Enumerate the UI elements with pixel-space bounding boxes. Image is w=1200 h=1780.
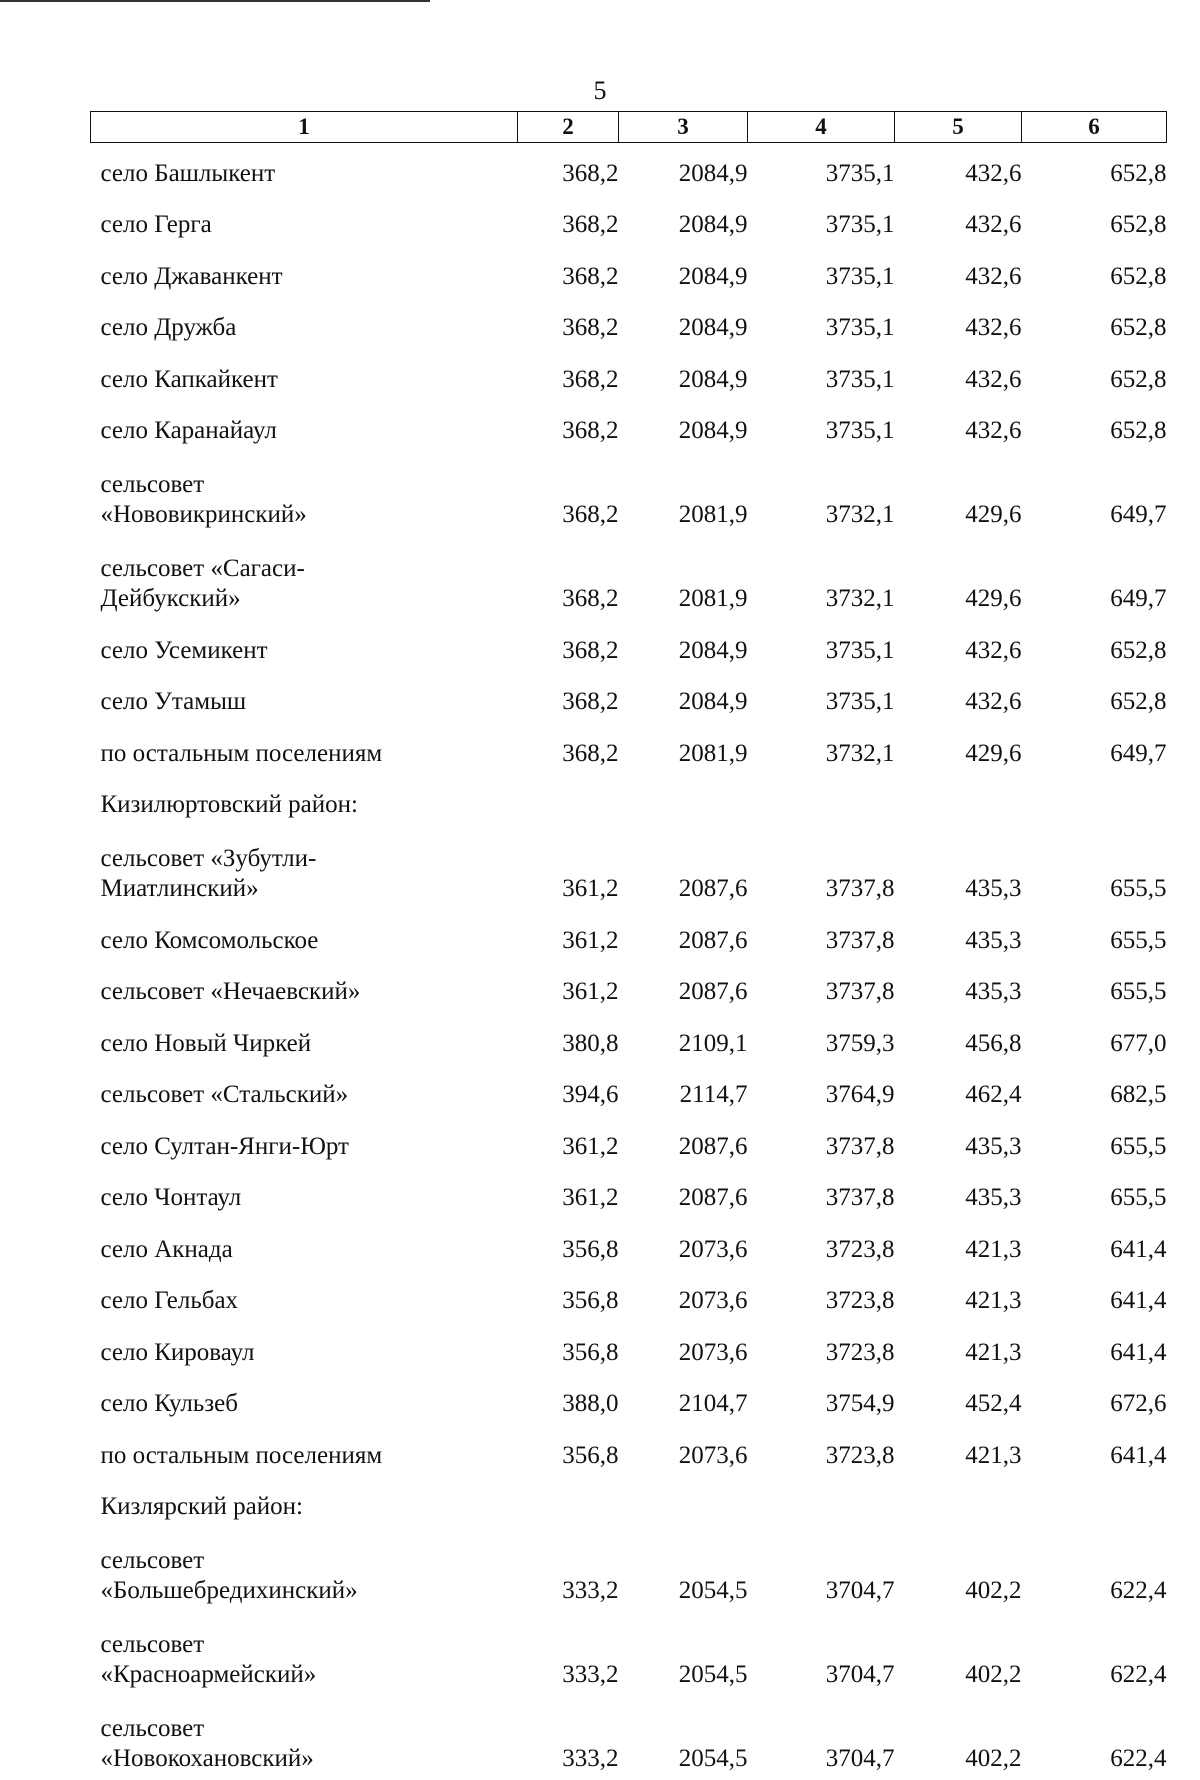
value-cell-col-5: 432,6 [895, 349, 1022, 401]
table-row [91, 1065, 1167, 1117]
value-cell-col-6: 652,8 [1022, 672, 1167, 724]
table-row [91, 1271, 1167, 1323]
value-cell-col-4: 3737,8 [748, 962, 895, 1014]
value-cell-col-3: 2054,5 [619, 1612, 748, 1696]
value-cell-col-2: 368,2 [518, 143, 619, 195]
page-number: 5 [0, 76, 1200, 106]
value-cell-col-2: 388,0 [518, 1374, 619, 1426]
value-cell-col-2: 356,8 [518, 1271, 619, 1323]
value-cell-col-3 [619, 1477, 748, 1529]
table-row [91, 1477, 1167, 1529]
settlement-name: село Комсомольское [91, 910, 518, 962]
value-cell-col-2: 368,2 [518, 536, 619, 620]
value-cell-col-2: 356,8 [518, 1425, 619, 1477]
value-cell-col-2: 368,2 [518, 298, 619, 350]
value-cell-col-6: 641,4 [1022, 1219, 1167, 1271]
table-row [91, 1168, 1167, 1220]
settlement-name-line: Дейбукский» [101, 584, 518, 614]
value-cell-col-4: 3759,3 [748, 1013, 895, 1065]
settlement-name: село Усемикент [91, 620, 518, 672]
value-cell-col-4: 3732,1 [748, 452, 895, 536]
value-cell-col-6: 655,5 [1022, 910, 1167, 962]
value-cell-col-6: 649,7 [1022, 452, 1167, 536]
settlement-name: село Кироваул [91, 1322, 518, 1374]
table-row [91, 536, 1167, 620]
value-cell-col-6: 641,4 [1022, 1322, 1167, 1374]
settlement-name [91, 452, 518, 536]
settlement-name-line: сельсовет «Сагаси- [101, 554, 518, 584]
settlement-name: село Султан-Янги-Юрт [91, 1116, 518, 1168]
settlement-name-line: «Нововикринский» [101, 500, 518, 530]
settlement-name [91, 1696, 518, 1780]
value-cell-col-5: 402,2 [895, 1528, 1022, 1612]
value-cell-col-2: 333,2 [518, 1696, 619, 1780]
column-header: 5 [895, 112, 1022, 143]
value-cell-col-6: 641,4 [1022, 1271, 1167, 1323]
value-cell-col-5: 452,4 [895, 1374, 1022, 1426]
settlement-name [91, 1612, 518, 1696]
settlement-name: Кизлярский район: [91, 1477, 518, 1529]
value-cell-col-2 [518, 1477, 619, 1529]
value-cell-col-3 [619, 775, 748, 827]
value-cell-col-6 [1022, 1477, 1167, 1529]
column-header: 2 [518, 112, 619, 143]
table-row [91, 1425, 1167, 1477]
value-cell-col-5: 421,3 [895, 1322, 1022, 1374]
settlement-name [91, 1528, 518, 1612]
value-cell-col-4: 3737,8 [748, 910, 895, 962]
value-cell-col-6: 682,5 [1022, 1065, 1167, 1117]
value-cell-col-3: 2054,5 [619, 1528, 748, 1612]
table-row [91, 962, 1167, 1014]
value-cell-col-2: 394,6 [518, 1065, 619, 1117]
value-cell-col-4: 3723,8 [748, 1322, 895, 1374]
value-cell-col-6: 652,8 [1022, 246, 1167, 298]
value-cell-col-5: 435,3 [895, 910, 1022, 962]
value-cell-col-4: 3737,8 [748, 1168, 895, 1220]
table-row [91, 452, 1167, 536]
value-cell-col-3: 2109,1 [619, 1013, 748, 1065]
value-cell-col-2: 361,2 [518, 910, 619, 962]
value-cell-col-4: 3704,7 [748, 1528, 895, 1612]
settlement-name-line: сельсовет [101, 1546, 518, 1576]
table-row [91, 672, 1167, 724]
value-cell-col-2: 380,8 [518, 1013, 619, 1065]
settlement-name: село Кульзеб [91, 1374, 518, 1426]
table-row [91, 1696, 1167, 1780]
value-cell-col-2: 368,2 [518, 401, 619, 453]
value-cell-col-2: 368,2 [518, 452, 619, 536]
value-cell-col-2: 356,8 [518, 1219, 619, 1271]
settlement-name: сельсовет «Стальский» [91, 1065, 518, 1117]
table-row [91, 1374, 1167, 1426]
settlement-name: по остальным поселениям [91, 1425, 518, 1477]
value-cell-col-5: 429,6 [895, 452, 1022, 536]
value-cell-col-5 [895, 775, 1022, 827]
settlement-name-line: сельсовет «Зубутли- [101, 844, 518, 874]
value-cell-col-2: 361,2 [518, 962, 619, 1014]
value-cell-col-4: 3735,1 [748, 620, 895, 672]
value-cell-col-4: 3732,1 [748, 723, 895, 775]
table-row [91, 401, 1167, 453]
table-row [91, 910, 1167, 962]
settlement-name-line: сельсовет [101, 470, 518, 500]
value-cell-col-6: 622,4 [1022, 1696, 1167, 1780]
value-cell-col-4: 3723,8 [748, 1425, 895, 1477]
settlement-name-line: сельсовет [101, 1714, 518, 1744]
value-cell-col-6: 641,4 [1022, 1425, 1167, 1477]
value-cell-col-6: 677,0 [1022, 1013, 1167, 1065]
value-cell-col-4: 3735,1 [748, 143, 895, 195]
value-cell-col-6: 655,5 [1022, 962, 1167, 1014]
value-cell-col-4: 3737,8 [748, 826, 895, 910]
tariff-table [90, 111, 1167, 1780]
value-cell-col-4: 3723,8 [748, 1219, 895, 1271]
value-cell-col-5: 435,3 [895, 1168, 1022, 1220]
settlement-name: село Дружба [91, 298, 518, 350]
value-cell-col-5: 432,6 [895, 401, 1022, 453]
value-cell-col-2: 368,2 [518, 349, 619, 401]
value-cell-col-2 [518, 775, 619, 827]
settlement-name [91, 826, 518, 910]
value-cell-col-4: 3735,1 [748, 401, 895, 453]
value-cell-col-2: 333,2 [518, 1528, 619, 1612]
value-cell-col-2: 356,8 [518, 1322, 619, 1374]
value-cell-col-3: 2073,6 [619, 1425, 748, 1477]
table-row [91, 1528, 1167, 1612]
value-cell-col-5: 402,2 [895, 1696, 1022, 1780]
value-cell-col-3: 2087,6 [619, 962, 748, 1014]
column-number-header [91, 112, 1167, 143]
value-cell-col-5: 456,8 [895, 1013, 1022, 1065]
value-cell-col-5: 421,3 [895, 1271, 1022, 1323]
value-cell-col-5 [895, 1477, 1022, 1529]
column-header: 3 [619, 112, 748, 143]
value-cell-col-3: 2084,9 [619, 143, 748, 195]
settlement-name: село Чонтаул [91, 1168, 518, 1220]
settlement-name-line: Миатлинский» [101, 874, 518, 904]
value-cell-col-5: 429,6 [895, 536, 1022, 620]
value-cell-col-3: 2054,5 [619, 1696, 748, 1780]
value-cell-col-2: 361,2 [518, 1116, 619, 1168]
value-cell-col-2: 368,2 [518, 195, 619, 247]
table-body [91, 143, 1167, 1780]
value-cell-col-5: 432,6 [895, 672, 1022, 724]
value-cell-col-5: 432,6 [895, 195, 1022, 247]
value-cell-col-6: 649,7 [1022, 536, 1167, 620]
value-cell-col-3: 2087,6 [619, 910, 748, 962]
value-cell-col-5: 462,4 [895, 1065, 1022, 1117]
value-cell-col-2: 368,2 [518, 723, 619, 775]
table-row [91, 1219, 1167, 1271]
table-row [91, 143, 1167, 195]
value-cell-col-5: 429,6 [895, 723, 1022, 775]
value-cell-col-4: 3704,7 [748, 1612, 895, 1696]
table-row [91, 1013, 1167, 1065]
value-cell-col-4: 3754,9 [748, 1374, 895, 1426]
value-cell-col-6: 652,8 [1022, 620, 1167, 672]
column-header: 6 [1022, 112, 1167, 143]
value-cell-col-6: 655,5 [1022, 1116, 1167, 1168]
settlement-name: по остальным поселениям [91, 723, 518, 775]
table-row [91, 826, 1167, 910]
value-cell-col-6: 652,8 [1022, 143, 1167, 195]
settlement-name: село Капкайкент [91, 349, 518, 401]
value-cell-col-3: 2114,7 [619, 1065, 748, 1117]
table-row [91, 298, 1167, 350]
settlement-name: село Акнада [91, 1219, 518, 1271]
value-cell-col-3: 2073,6 [619, 1322, 748, 1374]
value-cell-col-4: 3735,1 [748, 195, 895, 247]
value-cell-col-6: 652,8 [1022, 401, 1167, 453]
table-row [91, 1322, 1167, 1374]
value-cell-col-2: 368,2 [518, 246, 619, 298]
value-cell-col-5: 432,6 [895, 143, 1022, 195]
value-cell-col-3: 2087,6 [619, 826, 748, 910]
value-cell-col-3: 2073,6 [619, 1219, 748, 1271]
value-cell-col-5: 432,6 [895, 620, 1022, 672]
table-row [91, 195, 1167, 247]
settlement-name: село Герга [91, 195, 518, 247]
settlement-name [91, 536, 518, 620]
table-row [91, 620, 1167, 672]
value-cell-col-6 [1022, 775, 1167, 827]
value-cell-col-2: 368,2 [518, 620, 619, 672]
value-cell-col-6: 649,7 [1022, 723, 1167, 775]
value-cell-col-3: 2084,9 [619, 620, 748, 672]
value-cell-col-5: 421,3 [895, 1425, 1022, 1477]
value-cell-col-2: 361,2 [518, 1168, 619, 1220]
value-cell-col-3: 2081,9 [619, 452, 748, 536]
value-cell-col-3: 2087,6 [619, 1168, 748, 1220]
value-cell-col-3: 2084,9 [619, 195, 748, 247]
value-cell-col-4: 3723,8 [748, 1271, 895, 1323]
settlement-name: село Каранайаул [91, 401, 518, 453]
value-cell-col-3: 2081,9 [619, 723, 748, 775]
value-cell-col-4 [748, 1477, 895, 1529]
value-cell-col-6: 652,8 [1022, 349, 1167, 401]
value-cell-col-5: 432,6 [895, 298, 1022, 350]
value-cell-col-3: 2081,9 [619, 536, 748, 620]
value-cell-col-3: 2104,7 [619, 1374, 748, 1426]
value-cell-col-2: 361,2 [518, 826, 619, 910]
value-cell-col-3: 2073,6 [619, 1271, 748, 1323]
value-cell-col-5: 435,3 [895, 962, 1022, 1014]
value-cell-col-3: 2087,6 [619, 1116, 748, 1168]
value-cell-col-4: 3704,7 [748, 1696, 895, 1780]
value-cell-col-4 [748, 775, 895, 827]
settlement-name: село Новый Чиркей [91, 1013, 518, 1065]
value-cell-col-5: 402,2 [895, 1612, 1022, 1696]
value-cell-col-3: 2084,9 [619, 298, 748, 350]
value-cell-col-6: 655,5 [1022, 826, 1167, 910]
value-cell-col-4: 3764,9 [748, 1065, 895, 1117]
table-row [91, 723, 1167, 775]
value-cell-col-6: 622,4 [1022, 1612, 1167, 1696]
value-cell-col-4: 3732,1 [748, 536, 895, 620]
settlement-name-line: «Красноармейский» [101, 1660, 518, 1690]
value-cell-col-2: 368,2 [518, 672, 619, 724]
value-cell-col-3: 2084,9 [619, 672, 748, 724]
settlement-name: Кизилюртовский район: [91, 775, 518, 827]
settlement-name: село Утамыш [91, 672, 518, 724]
table-row [91, 246, 1167, 298]
table-row [91, 349, 1167, 401]
value-cell-col-5: 435,3 [895, 1116, 1022, 1168]
value-cell-col-4: 3735,1 [748, 349, 895, 401]
value-cell-col-6: 652,8 [1022, 195, 1167, 247]
settlement-name: село Башлыкент [91, 143, 518, 195]
table-row [91, 775, 1167, 827]
top-border-line [0, 0, 430, 2]
value-cell-col-6: 622,4 [1022, 1528, 1167, 1612]
value-cell-col-3: 2084,9 [619, 246, 748, 298]
settlement-name: село Джаванкент [91, 246, 518, 298]
value-cell-col-5: 435,3 [895, 826, 1022, 910]
value-cell-col-6: 652,8 [1022, 298, 1167, 350]
settlement-name: село Гельбах [91, 1271, 518, 1323]
value-cell-col-5: 432,6 [895, 246, 1022, 298]
column-header: 4 [748, 112, 895, 143]
value-cell-col-2: 333,2 [518, 1612, 619, 1696]
settlement-name-line: сельсовет [101, 1630, 518, 1660]
value-cell-col-6: 655,5 [1022, 1168, 1167, 1220]
table-row [91, 1612, 1167, 1696]
value-cell-col-5: 421,3 [895, 1219, 1022, 1271]
value-cell-col-3: 2084,9 [619, 401, 748, 453]
value-cell-col-4: 3737,8 [748, 1116, 895, 1168]
settlement-name: сельсовет «Нечаевский» [91, 962, 518, 1014]
value-cell-col-4: 3735,1 [748, 672, 895, 724]
value-cell-col-4: 3735,1 [748, 246, 895, 298]
value-cell-col-4: 3735,1 [748, 298, 895, 350]
value-cell-col-3: 2084,9 [619, 349, 748, 401]
table-row [91, 1116, 1167, 1168]
settlement-name-line: «Новокохановский» [101, 1744, 518, 1774]
value-cell-col-6: 672,6 [1022, 1374, 1167, 1426]
settlement-name-line: «Большебредихинский» [101, 1576, 518, 1606]
column-header: 1 [91, 112, 518, 143]
